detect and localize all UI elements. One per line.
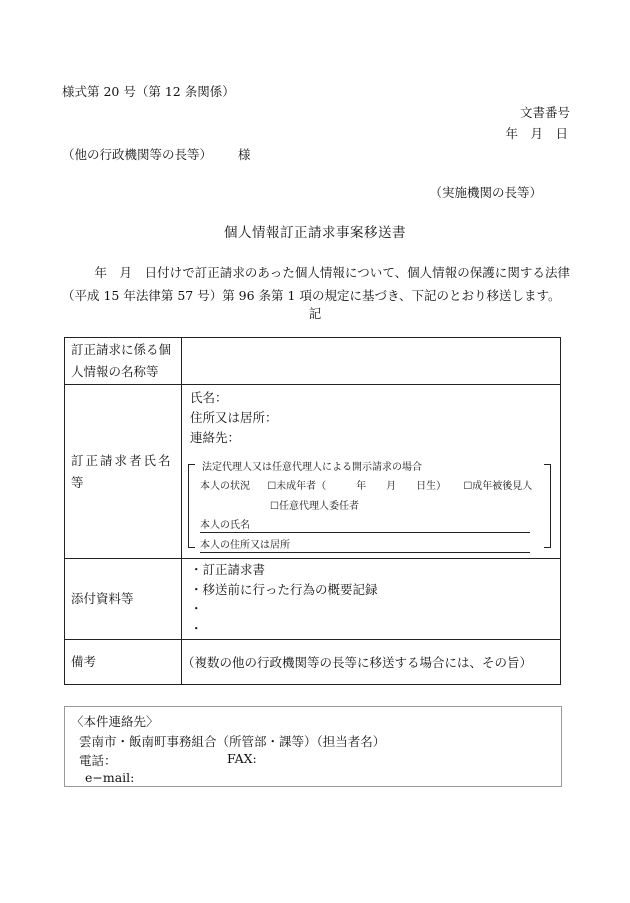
adult-ward-checkbox[interactable]: ☐成年被後見人 bbox=[463, 481, 533, 492]
attachments-label: 添付資料等 bbox=[65, 559, 182, 640]
table-row bbox=[65, 559, 561, 640]
attachments-cell bbox=[182, 559, 561, 640]
info-name-value bbox=[182, 338, 561, 385]
addressee-honorific: 様 bbox=[238, 147, 251, 162]
addressee bbox=[62, 145, 251, 163]
minor-checkbox[interactable]: ☐未成年者（ 年 月 日生） bbox=[267, 481, 447, 492]
document-number-label: 文書番号 bbox=[519, 105, 570, 120]
requester-address-label: 住所又は居所： bbox=[190, 410, 278, 425]
date-line: 年 月 日 bbox=[505, 126, 568, 141]
remarks-label: 備考 bbox=[65, 640, 182, 685]
table-row bbox=[65, 338, 561, 385]
agent-bracket bbox=[188, 458, 551, 550]
form-number: 様式第 20 号（第 12 条関係） bbox=[62, 84, 235, 99]
addressee-name: （他の行政機関等の長等） bbox=[62, 147, 213, 162]
sender: （実施機関の長等） bbox=[429, 185, 542, 200]
document-title: 個人情報訂正請求事案移送書 bbox=[224, 225, 406, 241]
principal-address-field: 本人の住所又は居所 bbox=[200, 536, 530, 553]
contact-email: e−mail: bbox=[85, 770, 135, 785]
table-row bbox=[65, 640, 561, 685]
attachment-item: ・移送前に行った行為の概要記録 bbox=[190, 581, 378, 597]
contact-box bbox=[64, 706, 562, 787]
table-row bbox=[65, 385, 561, 559]
body-text: 年 月 日付けで訂正請求のあった個人情報について、個人情報の保護に関する法律（平成 15 年法律第 57 号）第 96 条第 1 項の規定に基づき、下記のとおり移送します。 bbox=[62, 265, 570, 303]
bracket-left bbox=[188, 464, 195, 548]
attachment-item: ・ bbox=[190, 601, 203, 616]
principal-status bbox=[200, 477, 546, 492]
contact-phone: 電話： bbox=[79, 753, 117, 768]
contact-heading: 〈本件連絡先〉 bbox=[71, 714, 159, 729]
contact-org: 雲南市・飯南町事務組合（所管部・課等）（担当者名） bbox=[79, 734, 386, 749]
requester-cell bbox=[182, 385, 561, 559]
ki-heading: 記 bbox=[308, 306, 322, 321]
agent-title: 法定代理人又は任意代理人による開示請求の場合 bbox=[202, 462, 422, 473]
contact-fax: FAX: bbox=[227, 751, 257, 766]
principal-name-field: 本人の氏名 bbox=[200, 516, 530, 533]
attachment-item: ・訂正請求書 bbox=[190, 562, 266, 577]
requester-contact-label: 連絡先： bbox=[190, 430, 241, 445]
transfer-table bbox=[64, 337, 561, 685]
attachment-item: ・ bbox=[190, 620, 203, 636]
info-name-label: 訂正請求に係る個人情報の名称等 bbox=[65, 338, 182, 385]
requester-name-label: 氏名： bbox=[190, 390, 228, 405]
status-label: 本人の状況 bbox=[200, 481, 250, 492]
voluntary-principal-checkbox[interactable]: ☐任意代理人委任者 bbox=[270, 501, 359, 512]
requester-label: 訂正請求者氏名等 bbox=[65, 385, 182, 559]
remarks-text: （複数の他の行政機関等の長等に移送する場合には、その旨） bbox=[182, 640, 561, 685]
